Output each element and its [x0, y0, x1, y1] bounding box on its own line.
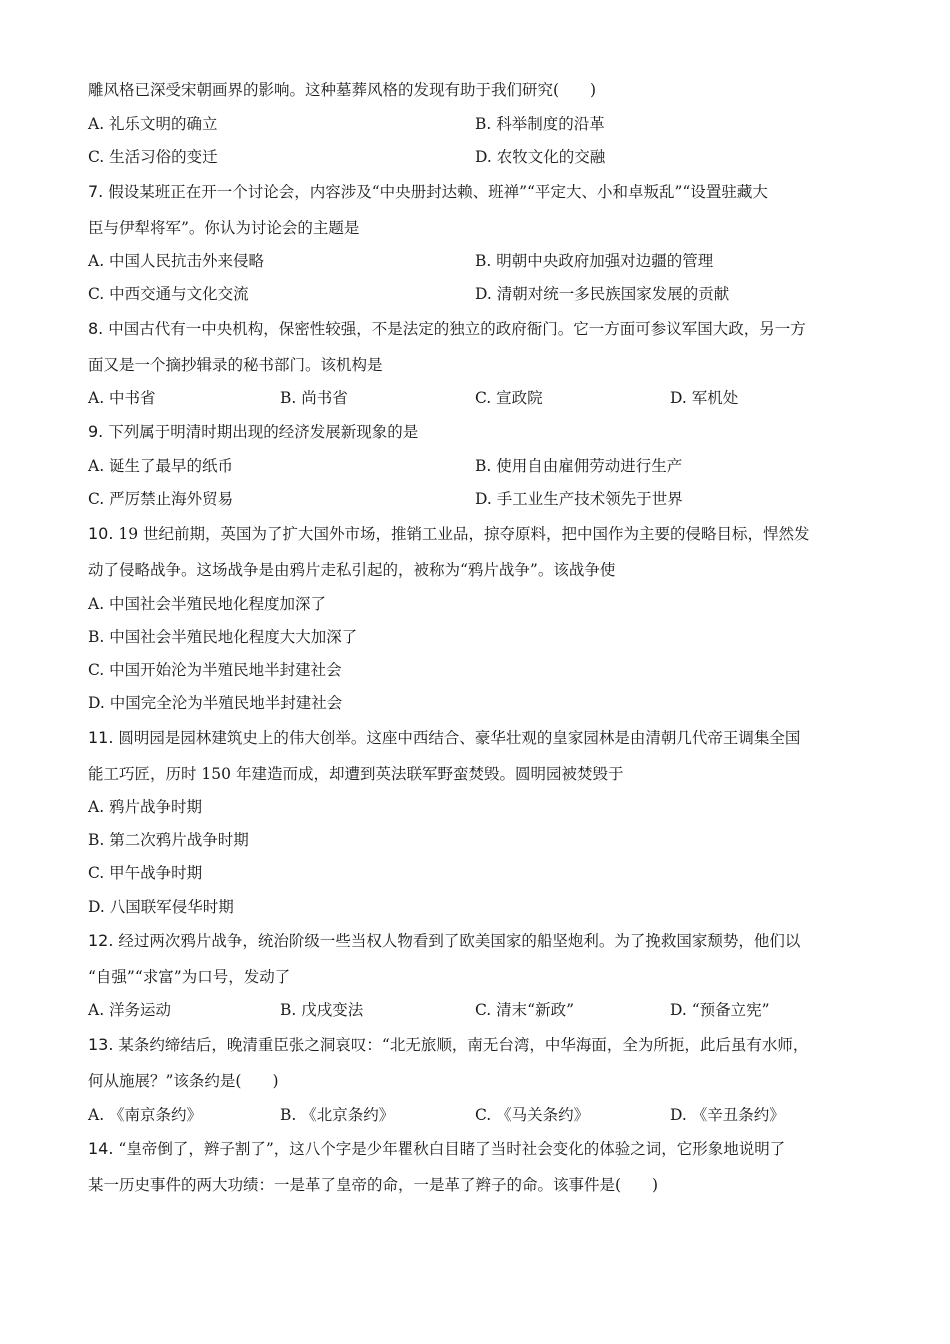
q7-number: 7. [88, 182, 104, 201]
q6-option-a: A. 礼乐文明的确立 [88, 115, 218, 133]
q6-option-c: C. 生活习俗的变迁 [88, 148, 218, 166]
q8-stem-text: 中国古代有一中央机构，保密性较强，不是法定的独立的政府衙门。它一方面可参议军国大政，另一方 [108, 320, 806, 338]
q13-option-a: A. 《南京条约》 [88, 1106, 203, 1124]
q10-stem-text: 19 世纪前期，英国为了扩大国外市场，推销工业品，掠夺原料，把中国作为主要的侵略目标，悍然发 [118, 525, 810, 543]
q13-option-b: B. 《北京条约》 [280, 1106, 395, 1124]
q10-option-d: D. 中国完全沦为半殖民地半封建社会 [88, 694, 343, 712]
q14-number: 14. [88, 1139, 114, 1158]
q11-option-b: B. 第二次鸦片战争时期 [88, 831, 249, 849]
q11-stem-text: 圆明园是园林建筑史上的伟大创举。这座中西结合、豪华壮观的皇家园林是由清朝几代帝王调集全国 [118, 729, 801, 747]
q14-stem-line1 [88, 1139, 785, 1159]
q10-option-a: A. 中国社会半殖民地化程度加深了 [88, 595, 327, 613]
q13-number: 13. [88, 1035, 114, 1054]
q7-option-b: B. 明朝中央政府加强对边疆的管理 [475, 252, 714, 270]
q10-option-b: B. 中国社会半殖民地化程度大大加深了 [88, 628, 358, 646]
q11-stem-line2: 能工巧匠，历时 150 年建造而成，却遭到英法联军野蛮焚毁。圆明园被焚毁于 [88, 765, 624, 783]
q11-option-d: D. 八国联军侵华时期 [88, 898, 234, 916]
q13-stem-line2: 何从施展？”该条约是( ) [88, 1072, 279, 1090]
q9-option-a: A. 诞生了最早的纸币 [88, 457, 234, 475]
q14-stem-text: “皇帝倒了，辫子割了”，这八个字是少年瞿秋白目睹了当时社会变化的体验之词，它形象地说明了 [118, 1140, 786, 1158]
q11-number: 11. [88, 728, 114, 747]
q12-number: 12. [88, 931, 114, 950]
q6-option-d: D. 农牧文化的交融 [475, 148, 606, 166]
q7-stem-line2: 臣与伊犁将军”。你认为讨论会的主题是 [88, 219, 360, 237]
q9-stem-text: 下列属于明清时期出现的经济发展新现象的是 [108, 423, 419, 441]
q12-stem-text: 经过两次鸦片战争，统治阶级一些当权人物看到了欧美国家的船坚炮利。为了挽救国家颓势，他们以 [118, 932, 801, 950]
q7-option-a: A. 中国人民抗击外来侵略 [88, 252, 265, 270]
q7-option-d: D. 清朝对统一多民族国家发展的贡献 [475, 285, 730, 303]
q13-option-d: D. 《辛丑条约》 [670, 1106, 785, 1124]
q10-option-c: C. 中国开始沦为半殖民地半封建社会 [88, 661, 342, 679]
q12-option-d: D. “预备立宪” [670, 1001, 770, 1019]
q8-number: 8. [88, 319, 104, 338]
q12-option-c: C. 清末“新政” [475, 1001, 575, 1019]
q10-stem-line1 [88, 524, 810, 544]
q13-stem-line1 [88, 1035, 808, 1055]
q6-option-b: B. 科举制度的沿革 [475, 115, 605, 133]
q6-stem: 雕风格已深受宋朝画界的影响。这种墓葬风格的发现有助于我们研究( ) [88, 81, 597, 99]
q12-stem-line2: “自强”“求富”为口号，发动了 [88, 968, 291, 986]
q9-stem-line1 [88, 422, 418, 442]
q8-option-d: D. 军机处 [670, 389, 739, 407]
q13-stem-text: 某条约缔结后，晚清重臣张之洞哀叹：“北无旅顺，南无台湾，中华海面，全为所扼，此后虽有水师， [118, 1036, 809, 1054]
q8-option-c: C. 宣政院 [475, 389, 543, 407]
q7-stem-line1 [88, 182, 768, 202]
q10-number: 10. [88, 524, 114, 543]
q8-option-a: A. 中书省 [88, 389, 156, 407]
q9-number: 9. [88, 422, 104, 441]
q12-stem-line1 [88, 931, 800, 951]
q9-option-c: C. 严厉禁止海外贸易 [88, 490, 234, 508]
q8-stem-line2: 面又是一个摘抄辑录的秘书部门。该机构是 [88, 356, 383, 374]
q7-option-c: C. 中西交通与文化交流 [88, 285, 249, 303]
q9-option-d: D. 手工业生产技术领先于世界 [475, 490, 683, 508]
q11-stem-line1 [88, 728, 800, 748]
q7-stem-text: 假设某班正在开一个讨论会，内容涉及“中央册封达赖、班禅”“平定大、小和卓叛乱”“设置驻藏大 [108, 183, 768, 201]
q8-stem-line1 [88, 319, 806, 339]
q10-stem-line2: 动了侵略战争。这场战争是由鸦片走私引起的，被称为“鸦片战争”。该战争使 [88, 561, 616, 579]
q14-stem-line2: 某一历史事件的两大功绩：一是革了皇帝的命，一是革了辫子的命。该事件是( ) [88, 1176, 659, 1194]
q11-option-c: C. 甲午战争时期 [88, 864, 203, 882]
q12-option-a: A. 洋务运动 [88, 1001, 172, 1019]
q9-option-b: B. 使用自由雇佣劳动进行生产 [475, 457, 683, 475]
q12-option-b: B. 戊戌变法 [280, 1001, 364, 1019]
q8-option-b: B. 尚书省 [280, 389, 348, 407]
q11-option-a: A. 鸦片战争时期 [88, 798, 203, 816]
q13-option-c: C. 《马关条约》 [475, 1106, 590, 1124]
